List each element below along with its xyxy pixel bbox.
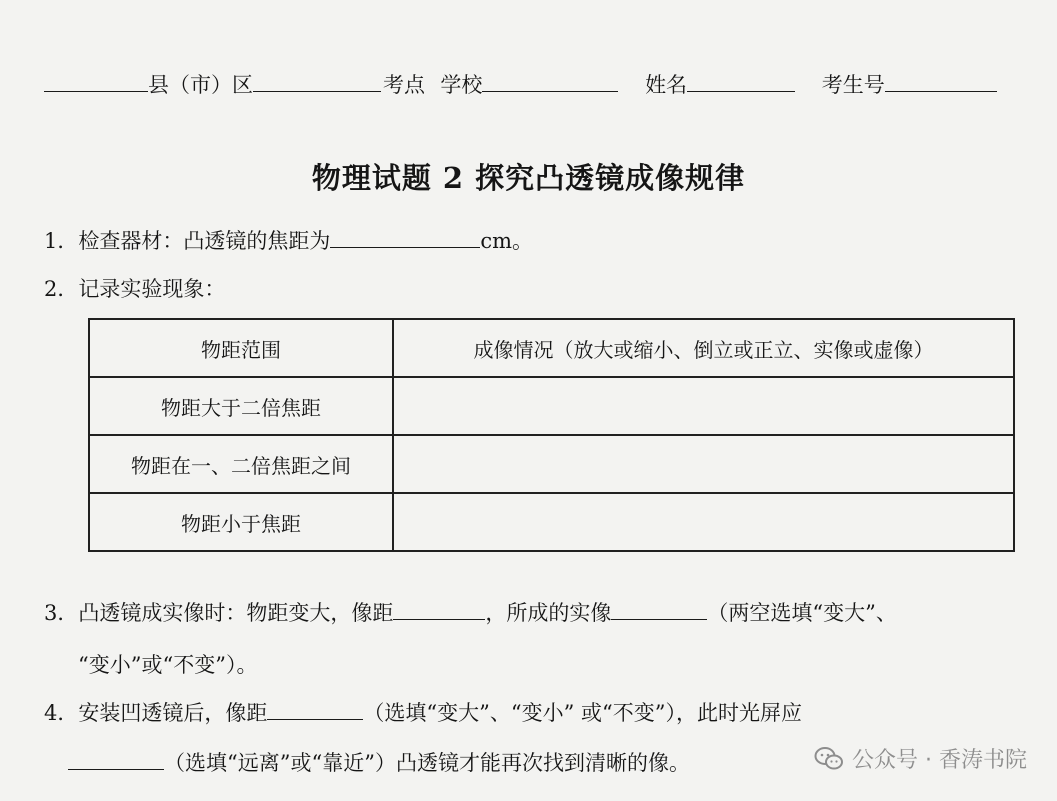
question-4-part1: 安装凹透镜后，像距: [78, 701, 268, 725]
real-image-blank[interactable]: [611, 598, 707, 620]
question-3: [44, 598, 897, 628]
focal-length-blank[interactable]: [330, 226, 480, 248]
name-blank[interactable]: [687, 70, 795, 92]
question-1-unit: cm。: [480, 229, 534, 253]
question-3-part2: ，所成的实像: [485, 601, 612, 625]
table-row: [89, 435, 1014, 493]
school-blank[interactable]: [482, 70, 618, 92]
page-title: 物理试题 2 探究凸透镜成像规律: [311, 161, 746, 195]
watermark-text: 公众号 · 香涛书院: [852, 748, 1027, 773]
question-3-part3: （两空选填“变大”、: [707, 601, 897, 625]
object-distance-cell: 物距在一、二倍焦距之间: [89, 435, 393, 493]
question-2-number: 2．: [44, 277, 79, 301]
county-blank[interactable]: [44, 70, 148, 92]
table-header-row: [89, 319, 1014, 377]
question-4-number: 4．: [44, 701, 79, 725]
image-result-cell[interactable]: [393, 377, 1014, 435]
school-label: 学校: [440, 73, 483, 97]
watermark: [814, 743, 1027, 774]
question-4-line2: [68, 748, 690, 778]
question-1: [44, 226, 533, 256]
image-distance-blank[interactable]: [393, 598, 485, 620]
table-row: [89, 377, 1014, 435]
table-row: [89, 493, 1014, 551]
exam-point-blank[interactable]: [253, 70, 381, 92]
concave-image-distance-blank[interactable]: [267, 698, 363, 720]
exam-no-blank[interactable]: [885, 70, 997, 92]
question-4-line2-text: （选填“远离”或“靠近”）凸透镜才能再次找到清晰的像。: [164, 751, 690, 775]
record-table: [88, 318, 1015, 552]
exam-point-label: 考点: [383, 73, 425, 97]
image-result-cell[interactable]: [393, 493, 1014, 551]
county-label: 县（市）区: [148, 73, 253, 97]
question-2-text: 记录实验现象：: [78, 277, 226, 301]
image-result-cell[interactable]: [393, 435, 1014, 493]
question-2: [44, 274, 225, 304]
question-3-number: 3．: [44, 601, 79, 625]
wechat-icon: [814, 746, 844, 772]
table-header-cell: 物距范围: [89, 319, 393, 377]
question-4: [44, 698, 802, 728]
header-row: [44, 70, 997, 99]
question-3-line2: “变小”或“不变”）。: [78, 653, 258, 677]
question-3-part1: 凸透镜成实像时：物距变大，像距: [78, 601, 394, 625]
question-1-number: 1．: [44, 229, 79, 253]
object-distance-cell: 物距大于二倍焦距: [89, 377, 393, 435]
exam-no-label: 考生号: [821, 73, 885, 97]
table-header-cell: 成像情况（放大或缩小、倒立或正立、实像或虚像）: [393, 319, 1014, 377]
object-distance-cell: 物距小于焦距: [89, 493, 393, 551]
screen-move-blank[interactable]: [68, 748, 164, 770]
name-label: 姓名: [645, 73, 688, 97]
question-4-part2: （选填“变大”、“变小” 或“不变”），此时光屏应: [363, 701, 802, 725]
question-1-text: 检查器材：凸透镜的焦距为: [78, 229, 331, 253]
